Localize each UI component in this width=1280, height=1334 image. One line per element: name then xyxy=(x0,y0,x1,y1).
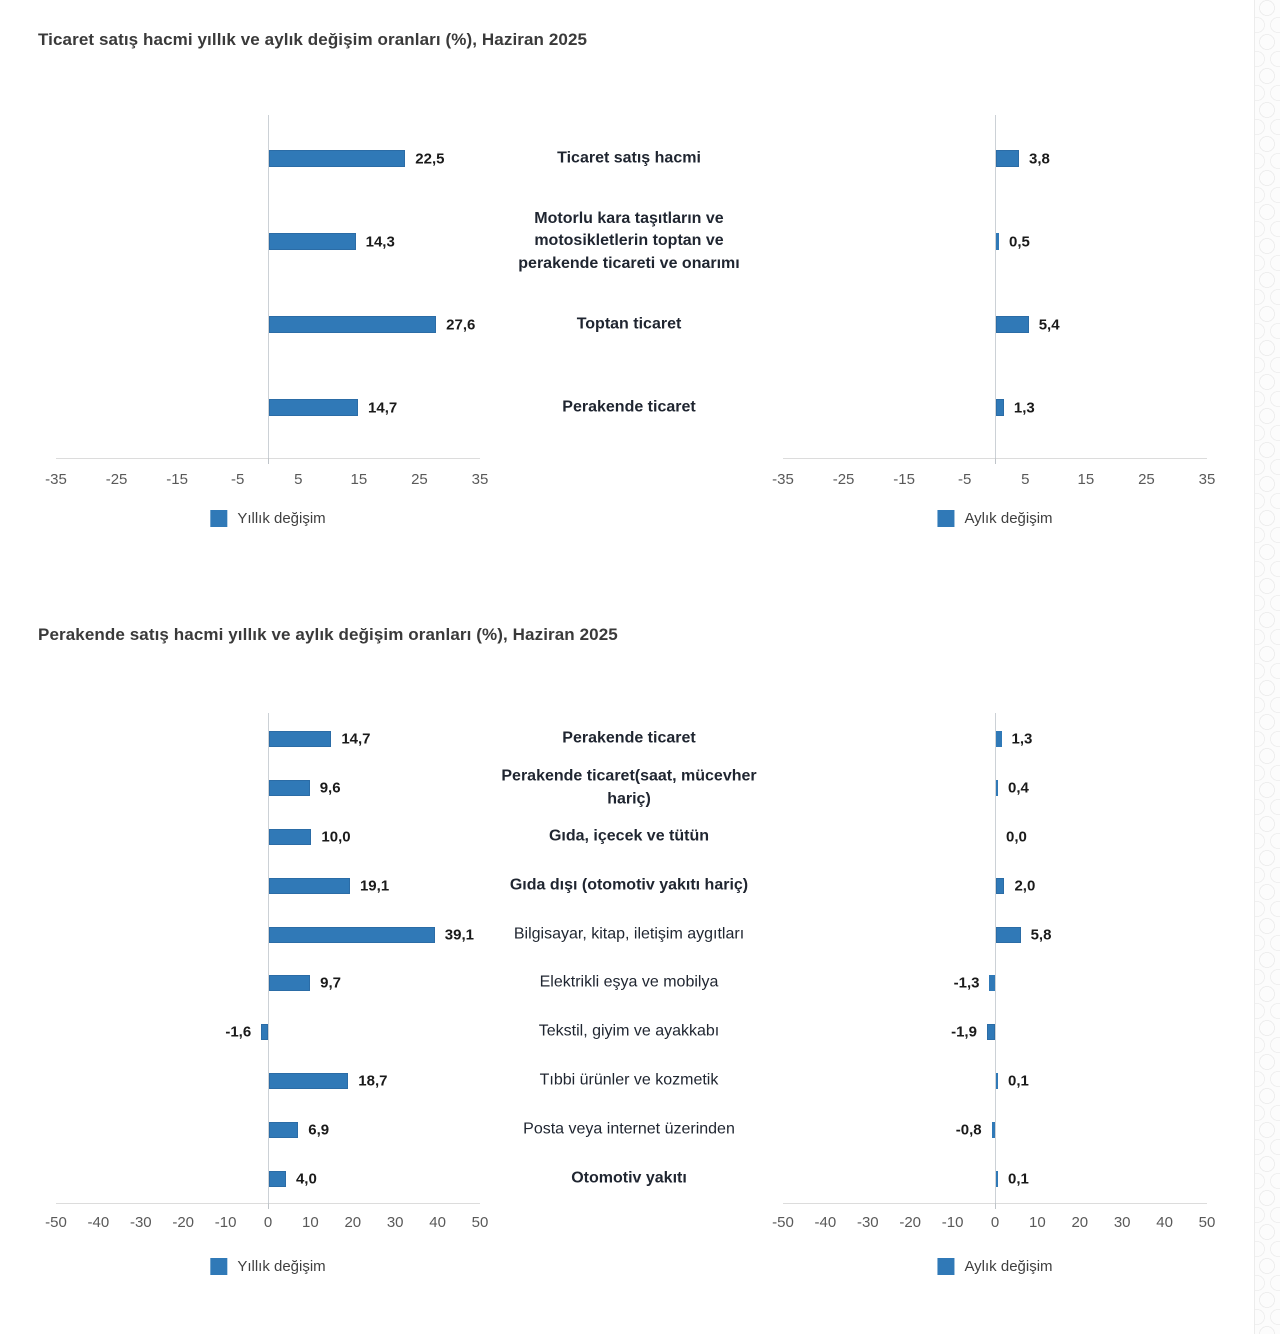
axis-tick-label: -50 xyxy=(45,1214,67,1231)
bar xyxy=(269,975,310,991)
category-label: Gıda, içecek ve tütün xyxy=(548,827,710,845)
axis-tick-label: -25 xyxy=(832,471,855,488)
zero-axis-tick-mark xyxy=(268,458,269,464)
axis-tick-label: -25 xyxy=(105,471,128,488)
bar xyxy=(987,1024,995,1040)
axis-tick-label: 30 xyxy=(1113,1214,1131,1231)
bar xyxy=(261,1024,268,1040)
bar xyxy=(269,233,356,250)
axis-tick-label: 5 xyxy=(1021,471,1030,488)
bar xyxy=(269,927,435,943)
axis-tick-label: 35 xyxy=(471,471,489,488)
axis-tick-label: 0 xyxy=(990,1214,1000,1231)
zero-axis-tick-mark xyxy=(268,1203,269,1209)
value-label: -1,9 xyxy=(951,1023,977,1041)
category-label: Ticaret satış hacmi xyxy=(557,149,701,167)
legend-swatch xyxy=(210,510,227,527)
bar xyxy=(996,1171,998,1187)
axis-tick-label: 10 xyxy=(302,1214,319,1231)
value-label: -1,3 xyxy=(953,974,980,992)
section-title-perakende: Perakende satış hacmi yıllık ve aylık değişim oranları (%), Haziran 2025 xyxy=(38,625,618,644)
bar xyxy=(996,316,1029,333)
bar xyxy=(996,150,1019,167)
value-label: 3,8 xyxy=(1029,150,1050,167)
axis-tick-label: -40 xyxy=(87,1214,110,1231)
section-title-ticaret: Ticaret satış hacmi yıllık ve aylık değişim oranları (%), Haziran 2025 xyxy=(38,30,588,49)
bar xyxy=(996,1073,998,1089)
axis-tick-label: 50 xyxy=(471,1214,489,1231)
bar xyxy=(269,731,331,747)
zero-axis-tick-mark xyxy=(995,1203,996,1209)
legend-swatch xyxy=(937,1258,954,1275)
decorative-pattern-strip xyxy=(1254,0,1280,1334)
value-label: 5,8 xyxy=(1030,926,1052,944)
axis-tick-label: -5 xyxy=(958,471,972,488)
axis-tick-label: -10 xyxy=(941,1214,964,1231)
category-label: Tıbbi ürünler ve kozmetik xyxy=(539,1071,719,1089)
axis-tick-label: 50 xyxy=(1198,1214,1216,1231)
legend-label: Yıllık değişim xyxy=(237,1258,326,1275)
bar xyxy=(992,1122,995,1138)
value-label: 0,5 xyxy=(1009,233,1030,250)
legend-swatch xyxy=(210,1258,227,1275)
axis-tick-label: -40 xyxy=(814,1214,837,1231)
bar xyxy=(996,780,998,796)
category-label: Gıda dışı (otomotiv yakıtı hariç) xyxy=(509,876,749,894)
bar xyxy=(269,878,350,894)
axis-tick-label: 35 xyxy=(1198,471,1216,488)
value-label: -1,6 xyxy=(225,1023,252,1041)
value-label: 0,0 xyxy=(1006,828,1027,846)
value-label: 10,0 xyxy=(321,828,351,846)
bar xyxy=(996,878,1004,894)
zero-axis-tick-mark xyxy=(995,458,996,464)
legend-label: Aylık değişim xyxy=(964,510,1053,527)
axis-tick-label: -5 xyxy=(231,471,245,488)
category-label: Perakende ticaret xyxy=(562,730,696,748)
value-label: 39,1 xyxy=(444,926,474,944)
category-label: Bilgisayar, kitap, iletişim aygıtları xyxy=(513,925,745,943)
legend-yearly xyxy=(210,510,325,527)
value-label: 18,7 xyxy=(358,1072,388,1090)
value-label: 0,4 xyxy=(1008,779,1029,797)
axis-tick-label: -15 xyxy=(166,471,188,488)
axis-tick-label: -15 xyxy=(893,471,915,488)
bar xyxy=(996,233,999,250)
value-label: 1,3 xyxy=(1011,730,1033,748)
axis-tick-label: 15 xyxy=(350,471,368,488)
legend-swatch xyxy=(937,510,954,527)
category-label: Toptan ticaret xyxy=(576,315,682,333)
axis-tick-label: 15 xyxy=(1077,471,1095,488)
axis-tick-label: 25 xyxy=(411,471,428,488)
axis-tick-label: 10 xyxy=(1029,1214,1046,1231)
bar xyxy=(269,1073,348,1089)
category-label: Perakende ticaret(saat, mücevher hariç) xyxy=(501,767,757,808)
bar xyxy=(269,780,310,796)
axis-tick-label: 40 xyxy=(429,1214,446,1231)
bar xyxy=(269,399,358,416)
category-label: Elektrikli eşya ve mobilya xyxy=(539,974,719,992)
legend-yearly xyxy=(210,1258,325,1275)
value-label: 9,7 xyxy=(320,974,341,992)
value-label: 5,4 xyxy=(1038,316,1060,333)
axis-tick-label: 20 xyxy=(344,1214,362,1231)
axis-tick-label: 40 xyxy=(1156,1214,1173,1231)
category-label: Posta veya internet üzerinden xyxy=(523,1120,735,1138)
legend-monthly xyxy=(937,1258,1052,1275)
axis-tick-label: -20 xyxy=(172,1214,195,1231)
value-label: 9,6 xyxy=(319,779,341,797)
axis-tick-label: -35 xyxy=(45,471,67,488)
bar xyxy=(269,1122,298,1138)
axis-tick-label: 0 xyxy=(263,1214,273,1231)
value-label: 2,0 xyxy=(1014,877,1036,895)
bar xyxy=(996,731,1002,747)
bar xyxy=(269,316,436,333)
value-label: 0,1 xyxy=(1008,1170,1029,1188)
axis-tick-label: 5 xyxy=(294,471,303,488)
value-label: 19,1 xyxy=(359,877,390,895)
value-label: 1,3 xyxy=(1013,399,1035,416)
value-label: 14,3 xyxy=(365,233,395,250)
bar xyxy=(269,150,405,167)
axis-tick-label: -20 xyxy=(899,1214,922,1231)
value-label: 14,7 xyxy=(341,730,371,748)
axis-tick-label: -50 xyxy=(772,1214,794,1231)
value-label: 14,7 xyxy=(368,399,398,416)
value-label: 27,6 xyxy=(446,316,476,333)
category-label: Tekstil, giyim ve ayakkabı xyxy=(538,1022,720,1040)
value-label: 4,0 xyxy=(295,1170,317,1188)
legend-label: Aylık değişim xyxy=(964,1258,1053,1275)
value-label: -0,8 xyxy=(955,1121,982,1139)
category-label: Motorlu kara taşıtların ve motosikletlerin toptan ve perakende ticareti ve onarımı xyxy=(518,209,740,272)
value-label: 0,1 xyxy=(1008,1072,1029,1090)
legend-label: Yıllık değişim xyxy=(237,510,326,527)
axis-tick-label: 30 xyxy=(386,1214,404,1231)
axis-tick-label: -30 xyxy=(129,1214,152,1231)
value-label: 22,5 xyxy=(415,150,445,167)
value-label: 6,9 xyxy=(308,1121,330,1139)
category-label: Perakende ticaret xyxy=(562,398,696,416)
bar xyxy=(989,975,995,991)
legend-monthly xyxy=(937,510,1052,527)
bar xyxy=(269,829,311,845)
axis-tick-label: -30 xyxy=(856,1214,879,1231)
bar xyxy=(996,927,1021,943)
axis-tick-label: -35 xyxy=(772,471,794,488)
bar xyxy=(269,1171,286,1187)
axis-tick-label: 20 xyxy=(1071,1214,1089,1231)
axis-tick-label: -10 xyxy=(214,1214,237,1231)
axis-tick-label: 25 xyxy=(1138,471,1155,488)
category-label: Otomotiv yakıtı xyxy=(571,1169,687,1187)
bar xyxy=(996,399,1004,416)
